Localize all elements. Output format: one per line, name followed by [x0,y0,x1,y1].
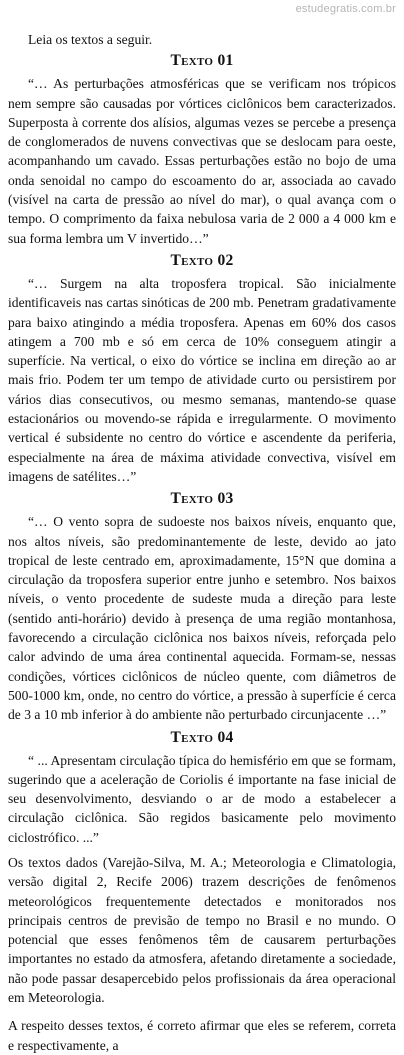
text-02-body: “… Surgem na alta troposfera tropical. São inicialmente identificaveis nas cartas sinóticas de 200 mb. Penetram gradativamente para baixo atingindo a média troposfera. Apenas em 60% dos casos atingem a 700 mb e só em cerca de 10% conseguem atingir a superfície. Na vertical, o eixo do vórtice se inclina em direção ao ar mais frio. Podem ter um tempo de atividade curto ou persistirem por vários dias consecutivos, ou mesmo semanas, mantendo-se quase estacionários ou movendo-se rápida e irregularmente. O movimento vertical é subsidente no centro do vórtice e ascendente da periferia, especialmente na área de máxima atividade convectiva, visível em imagens de satélites…” [8,275,396,484]
site-watermark: estudegratis.com.br [295,3,396,15]
text-04-heading: Texto 04 [170,728,234,746]
text-03-body: “… O vento sopra de sudoeste nos baixos níveis, enquanto que, nos altos níveis, são predominantemente de leste, devido ao jato tropical de leste centrado em, aproximadamente, 15°N que domina a circulação da troposfera superior entre junho e setembro. Nos baixos níveis, o vento procedente de sudeste muda a direção para leste (sentido anti-horário) devido à presença de uma região montanhosa, favorecendo a circulação ciclônica nos baixos níveis, reforçada pelo calor advindo de uma área continental aquecida. Formam-se, nessas condições, vórtices ciclônicos de núcleo quente, com diâmetros de 500-1000 km, onde, no centro do vórtice, a pressão à superfície é cerca de 3 a 10 mb inferior à do ambiente não perturbado circunjacente …” [8,514,396,723]
text-03-heading: Texto 03 [170,490,234,508]
intro-text: Leia os textos a seguir. [28,32,153,47]
text-01-heading: Texto 01 [170,52,234,70]
text-02-heading: Texto 02 [170,251,234,269]
text-01-body: “… As perturbações atmosféricas que se verificam nos trópicos nem sempre são causadas por vórtices ciclônicos bem caracterizados. Superposta à corrente dos alísios, algumas vezes se percebe a presença de conglomerados de nuvens convectivas que se deslocam para oeste, acompanhando um cavado. Essas perturbações estão no bojo de uma onda senoidal no campo do escoamento do ar, associada ao cavado (visível na carta de pressão ao nível do mar), o qual avança com o tempo. O comprimento da faixa nebulosa varia de 2 000 a 4 000 km e sua forma lembra um V invertido…” [8,76,396,246]
question-document [8,30,396,1055]
context-paragraph: Os textos dados (Varejão-Silva, M. A.; Meteorologia e Climatologia, versão digital 2, Recife 2006) trazem descrições de fenômenos meteorológicos frequentemente detectados e monitorados nos principais centros de previsão de tempo no Brasil e no mundo. O potencial que esses fenômenos têm de causarem perturbações importantes no estado da atmosfera, afetando diretamente a sociedade, não pode passar desapercebido pelos profissionais da área operacional em Meteorologia. [8,854,396,1006]
text-04-body: “ ... Apresentam circulação típica do hemisfério em que se formam, sugerindo que a aceleração de Coriolis é importante na fase inicial de seu desenvolvimento, desviando o ar de modo a estabelecer a circulação ciclônica. São regidos basicamente pelo movimento ciclostrófico. ...” [8,752,396,845]
question-stem: A respeito desses textos, é correto afirmar que eles se referem, correta e respectivamente, a [8,1018,396,1053]
